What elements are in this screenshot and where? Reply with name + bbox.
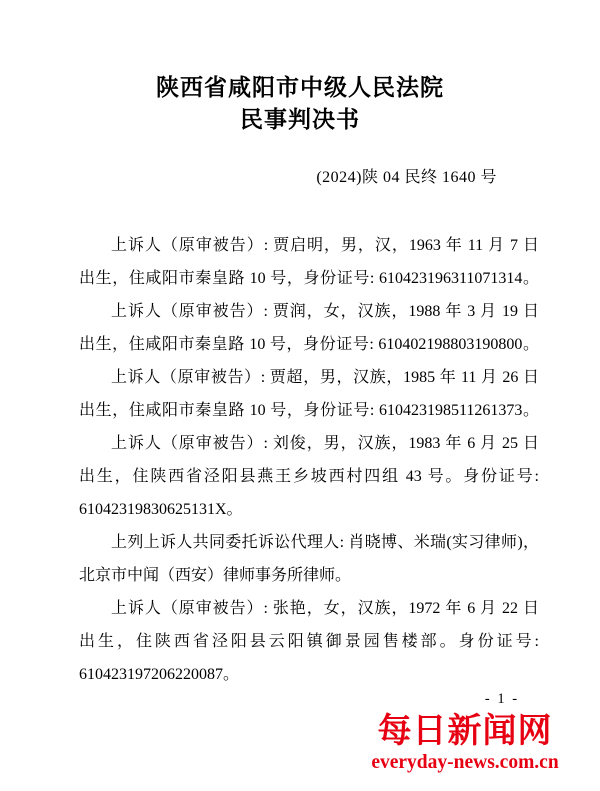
news-site-logo-text: 每日新闻网 bbox=[377, 713, 553, 750]
news-site-watermark bbox=[348, 713, 582, 773]
body-line-appellant-1: 上诉人（原审被告）: 贾启明，男，汉，1963 年 11 月 7 日 bbox=[111, 237, 539, 254]
page-number: - 1 - bbox=[484, 691, 520, 707]
body-line-appellant-5-cont: 出生，住陕西省泾阳县云阳镇御景园售楼部。身份证号: bbox=[79, 633, 539, 650]
body-line-appellant-4: 上诉人（原审被告）: 刘俊，男，汉族，1983 年 6 月 25 日 bbox=[111, 435, 539, 452]
body-line-appellant-3-cont: 出生，住咸阳市秦皇路 10 号，身份证号: 610423198511261373。 bbox=[79, 402, 539, 419]
document-title-block bbox=[0, 72, 600, 136]
body-line-appellant-1-cont: 出生，住咸阳市秦皇路 10 号，身份证号: 610423196311071314。 bbox=[79, 270, 539, 287]
body-line-appellant-5: 上诉人（原审被告）: 张艳，女，汉族，1972 年 6 月 22 日 bbox=[111, 600, 539, 617]
body-line-appellant-4-id: 61042319830625131X。 bbox=[79, 501, 243, 518]
body-line-appellant-2-cont: 出生，住咸阳市秦皇路 10 号，身份证号: 610402198803190800。 bbox=[79, 336, 539, 353]
body-line-appellant-5-id: 610423197206220087。 bbox=[79, 666, 240, 683]
case-number: (2024)陕 04 民终 1640 号 bbox=[316, 169, 497, 186]
body-line-appellant-4-cont: 出生，住陕西省泾阳县燕王乡坡西村四组 43 号。身份证号: bbox=[79, 468, 539, 485]
document-type: 民事判决书 bbox=[240, 107, 360, 132]
news-site-url: everyday-news.com.cn bbox=[371, 752, 559, 773]
judgment-body bbox=[79, 229, 539, 691]
body-line-appellant-2: 上诉人（原审被告）: 贾润，女，汉族，1988 年 3 月 19 日 bbox=[111, 303, 539, 320]
court-name: 陕西省咸阳市中级人民法院 bbox=[156, 75, 444, 100]
body-line-agents: 上列上诉人共同委托诉讼代理人: 肖晓博、米瑞(实习律师)， bbox=[111, 534, 539, 551]
body-line-agents-cont: 北京市中闻（西安）律师事务所律师。 bbox=[79, 567, 352, 584]
body-line-appellant-3: 上诉人（原审被告）: 贾超，男，汉族，1985 年 11 月 26 日 bbox=[111, 369, 539, 386]
